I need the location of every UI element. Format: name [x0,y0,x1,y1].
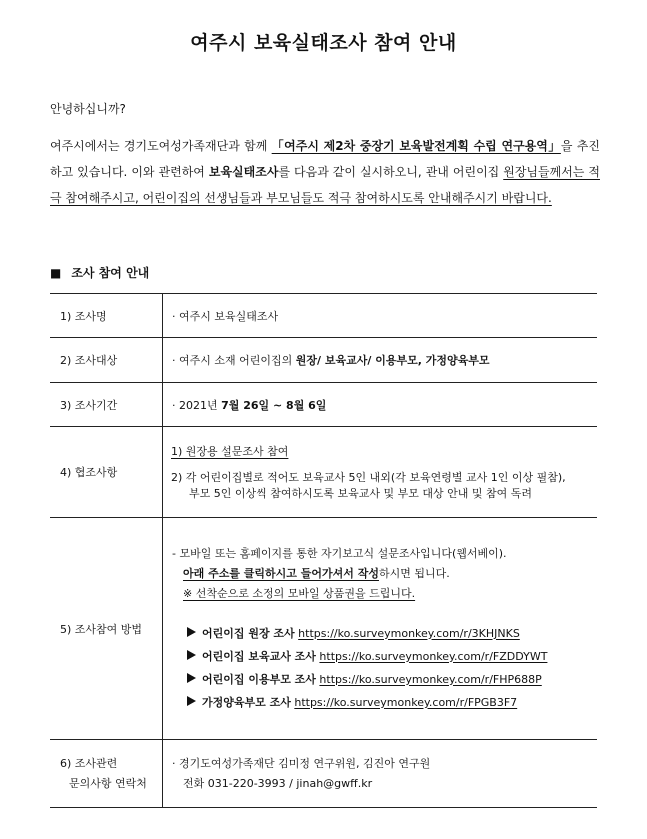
play-arrow-icon [186,691,198,714]
greeting: 안녕하십니까? [50,102,126,116]
play-arrow-icon [186,645,198,668]
intro-paragraph [50,133,600,211]
intro-text-2: 을 추진하고 있습니다. 이와 관련하여 [50,139,600,179]
intro-request: 원장님들께서는 적극 참여해주시고, 어린이집의 선생님들과 부모님들도 적극 참여하시도록 안내해주시기 바랍니다. [50,165,600,205]
page-title: 여주시 보육실태조사 참여 안내 [190,32,457,54]
method-instruction: 아래 주소를 클릭하시고 들어가셔서 작성 [183,566,379,580]
section-heading [50,264,149,281]
gift-notice: ※ 선착순으로 소정의 모바일 상품권을 드립니다. [183,586,416,600]
row-value [163,427,598,518]
method-line-1: - 모바일 또는 홈페이지를 통한 자기보고식 설문조사입니다(웹서베이). [172,546,507,560]
link-label: 어린이집 보육교사 조사 [202,649,316,663]
survey-link-home-parent[interactable]: https://ko.surveymonkey.com/r/FPGB3F7 [294,695,518,709]
survey-link-teacher[interactable]: https://ko.surveymonkey.com/r/FZDDYWT [319,649,548,663]
cooperation-item-2: 2) 각 어린이집별로 적어도 보육교사 5인 내외(각 보육연령별 교사 1인 이상 필참), [171,471,566,484]
survey-link-row [172,691,597,714]
link-label: 어린이집 이용부모 조사 [202,672,316,686]
row-label: 1) 조사명 [50,294,163,338]
intro-text-3: 를 다음과 같이 실시하오니, 관내 어린이집 [278,165,504,179]
cooperation-item-1: 1) 원장용 설문조사 참여 [171,445,289,458]
row-label: 2) 조사대상 [50,338,163,383]
contact-label-1: 6) 조사관련 [60,756,118,770]
contact-phone-email: 전화 031-220-3993 / jinah@gwff.kr [183,776,373,790]
play-arrow-icon [186,622,198,645]
table-row [50,740,597,808]
play-arrow-icon [186,668,198,691]
method-line-2 [172,564,597,584]
row-value [163,383,598,427]
row-value [163,338,598,383]
contact-person: · 경기도여성가족재단 김미정 연구위원, 김진아 연구원 [172,756,431,770]
table-row [50,383,597,427]
survey-link-parent[interactable]: https://ko.surveymonkey.com/r/FHP688P [319,672,542,686]
link-label: 어린이집 원장 조사 [202,626,295,640]
survey-name: 보육실태조사 [208,165,279,179]
table-row [50,518,597,740]
contact-label-2: 문의사항 연락처 [69,776,147,790]
survey-link-row [172,668,597,691]
method-instruction-rest: 하시면 됩니다. [378,566,450,580]
square-bullet-icon: ■ [50,266,62,280]
project-title: 「여주시 제2차 중장기 보육발전계획 수립 연구용역」 [271,139,561,153]
row-label: 4) 협조사항 [50,427,163,518]
survey-link-director[interactable]: https://ko.surveymonkey.com/r/3KHJNKS [298,626,520,640]
survey-link-row [172,645,597,668]
table-row [50,294,597,338]
survey-period: 7월 26일 ~ 8월 6일 [221,398,327,412]
survey-link-row [172,622,597,645]
cooperation-item-2-cont: 부모 5인 이상씩 참여하시도록 보육교사 및 부모 대상 안내 및 참여 독려 [189,487,532,500]
survey-info-table [50,293,597,808]
table-row [50,338,597,383]
target-groups: 원장/ 보육교사/ 이용부모, 가정양육부모 [295,354,490,367]
period-prefix: · 2021년 [172,398,222,412]
row-label: 3) 조사기간 [50,383,163,427]
link-label: 가정양육부모 조사 [202,695,291,709]
row-label [50,740,163,808]
table-row [50,427,597,518]
row-value: · 여주시 보육실태조사 [163,294,598,338]
intro-text-1: 여주시에서는 경기도여성가족재단과 함께 [50,139,272,153]
row-value [163,518,598,740]
section-title: 조사 참여 안내 [71,266,150,280]
target-prefix: · 여주시 소재 어린이집의 [172,354,296,367]
row-value [163,740,598,808]
row-label: 5) 조사참여 방법 [50,518,163,740]
